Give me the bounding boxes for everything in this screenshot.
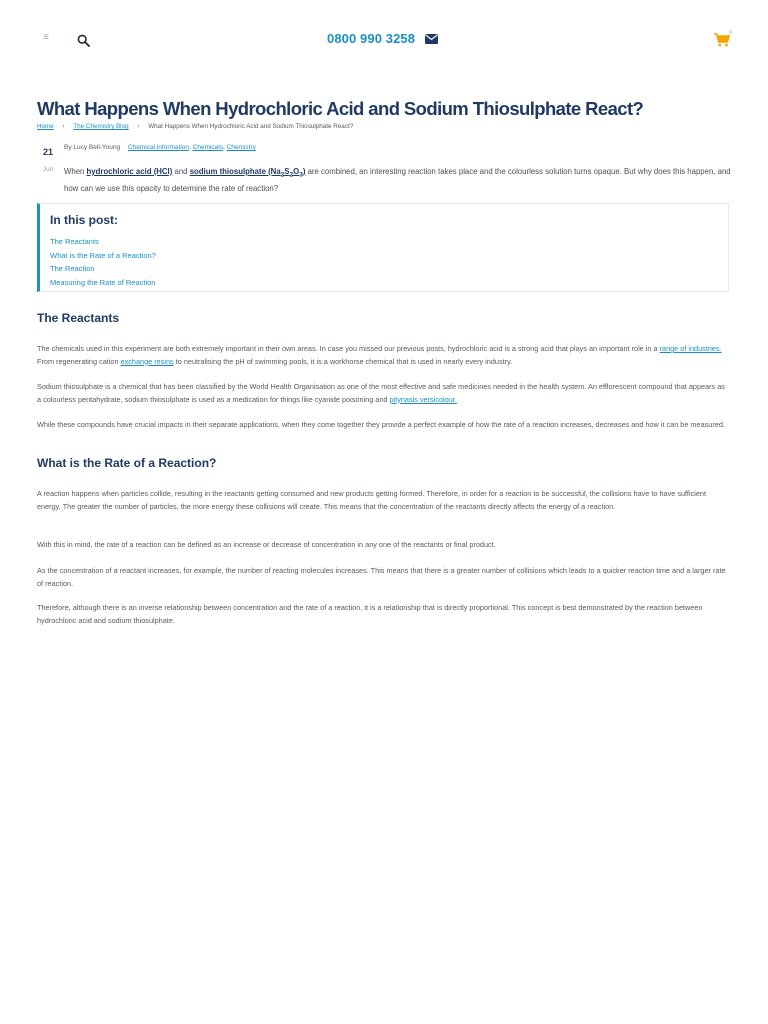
toc-link-reactants[interactable]: The Reactants: [50, 237, 99, 246]
intro-text: are combined, an interesting reaction takes place and the colourless solution turns opaque. But why does this happen, and how can we use this opacity to determine the rate of reaction?: [64, 167, 731, 193]
intro-text: When: [64, 167, 85, 176]
category-link[interactable]: Chemicals: [192, 144, 223, 151]
toc-link-rate-of-reaction[interactable]: What is the Rate of a Reaction?: [50, 250, 156, 260]
post-date: [37, 145, 59, 173]
section-heading-reactants: The Reactants: [37, 311, 120, 325]
category-link[interactable]: Chemistry: [226, 144, 256, 151]
breadcrumb-home-link[interactable]: Home: [37, 123, 54, 130]
breadcrumb-blog-link[interactable]: The Chemistry Blog: [73, 123, 129, 130]
post-intro: [64, 165, 736, 195]
breadcrumb-current: What Happens When Hydrochloric Acid and Sodium Thiosulphate React?: [148, 123, 354, 130]
post-date-day: 21: [42, 147, 53, 157]
shopping-cart-icon[interactable]: [714, 33, 730, 47]
breadcrumb: [37, 123, 353, 130]
hamburger-menu-icon[interactable]: ≡: [43, 32, 49, 43]
body-paragraph: While these compounds have crucial impacts in their separate applications, when they come together they provide a perfect example of how the rate of a reaction increases, decreases and how it can be measured.: [37, 420, 725, 429]
table-of-contents: [37, 203, 729, 292]
toc-title: In this post:: [50, 213, 118, 227]
breadcrumb-separator: ›: [62, 123, 65, 130]
toc-list: [50, 235, 156, 289]
post-meta: [64, 144, 256, 151]
range-of-industries-link[interactable]: range of industries.: [659, 344, 722, 353]
body-paragraph: The chemicals used in this experiment are both extremely important in their own areas. In case you missed our previous posts, hydrochloric acid is a strong acid that plays an important role in a range of industries. From regenerating cation exchange resins to neutralising the pH of swimming pools, it is a workhorse chemical that is used in nearly every industry.: [37, 344, 722, 366]
toc-item: [50, 249, 156, 263]
category-link[interactable]: Chemical information: [127, 144, 190, 151]
sodium-thiosulphate-link[interactable]: sodium thiosulphate $(Na_2S_2O_3)$: [189, 167, 306, 179]
section-heading-rate-of-reaction: What is the Rate of a Reaction?: [37, 456, 217, 470]
toc-item: [50, 276, 156, 290]
post-date-month: Jun: [42, 166, 54, 173]
intro-text: and: [174, 167, 188, 176]
breadcrumb-separator: ›: [137, 123, 140, 130]
exchange-resins-link[interactable]: exchange resins: [120, 356, 174, 366]
site-header: [0, 0, 768, 80]
page-title: What Happens When Hydrochloric Acid and Sodium Thiosulphate React?: [37, 98, 644, 119]
toc-link-reaction[interactable]: The Reaction: [50, 264, 95, 274]
hydrochloric-acid-link[interactable]: hydrochloric acid (HCl): [86, 167, 173, 176]
cart-count-badge: 0: [729, 30, 732, 36]
envelope-icon[interactable]: [425, 34, 438, 44]
search-icon[interactable]: [77, 34, 90, 47]
body-paragraph: Therefore, although there is an inverse relationship between concentration and the rate of a reaction, it is a relationship that is directly proportional. This concept is best demonstrated by the reaction between hydrochloric acid and sodium thiosulphate.: [37, 603, 703, 625]
contact-bar: [327, 31, 438, 46]
body-paragraph: With this in mind, the rate of a reaction can be defined as an increase or decrease of concentration in any one of the reactants or final product.: [37, 540, 496, 549]
toc-item: [50, 262, 156, 276]
pityriasis-versicolour-link[interactable]: pityriasis versicolour.: [389, 394, 457, 404]
body-paragraph: Sodium thiosulphate is a chemical that has been classified by the World Health Organisation as one of the most effective and safe medicines needed in the health system. An efflorescent compound that appears as a colourless pentahydrate, sodium thiosulphate is used as a medication for things like cyanide poisoning and pityriasis versicolour.: [37, 382, 725, 404]
toc-link-measuring[interactable]: Measuring the Rate of Reaction: [50, 277, 156, 287]
phone-link[interactable]: 0800 990 3258: [327, 31, 416, 46]
toc-item: [50, 235, 156, 249]
post-author: By Lucy Bell-Young: [64, 144, 121, 151]
body-paragraph: A reaction happens when particles collide, resulting in the reactants getting consumed and new products getting formed. Therefore, in order for a reaction to be successful, the collisions have to have sufficient energy. The greater the number of particles, the more energy these collisions will create. This means that the concentration of the reactants directly affects the energy of a reaction.: [37, 489, 706, 511]
post-categories: Chemical information, Chemicals, Chemistry: [127, 144, 256, 151]
body-paragraph: As the concentration of a reactant increases, for example, the number of reacting molecules increases. This means that there is a greater number of collisions which leads to a quicker reaction time and a larger rate of reaction.: [37, 566, 726, 588]
